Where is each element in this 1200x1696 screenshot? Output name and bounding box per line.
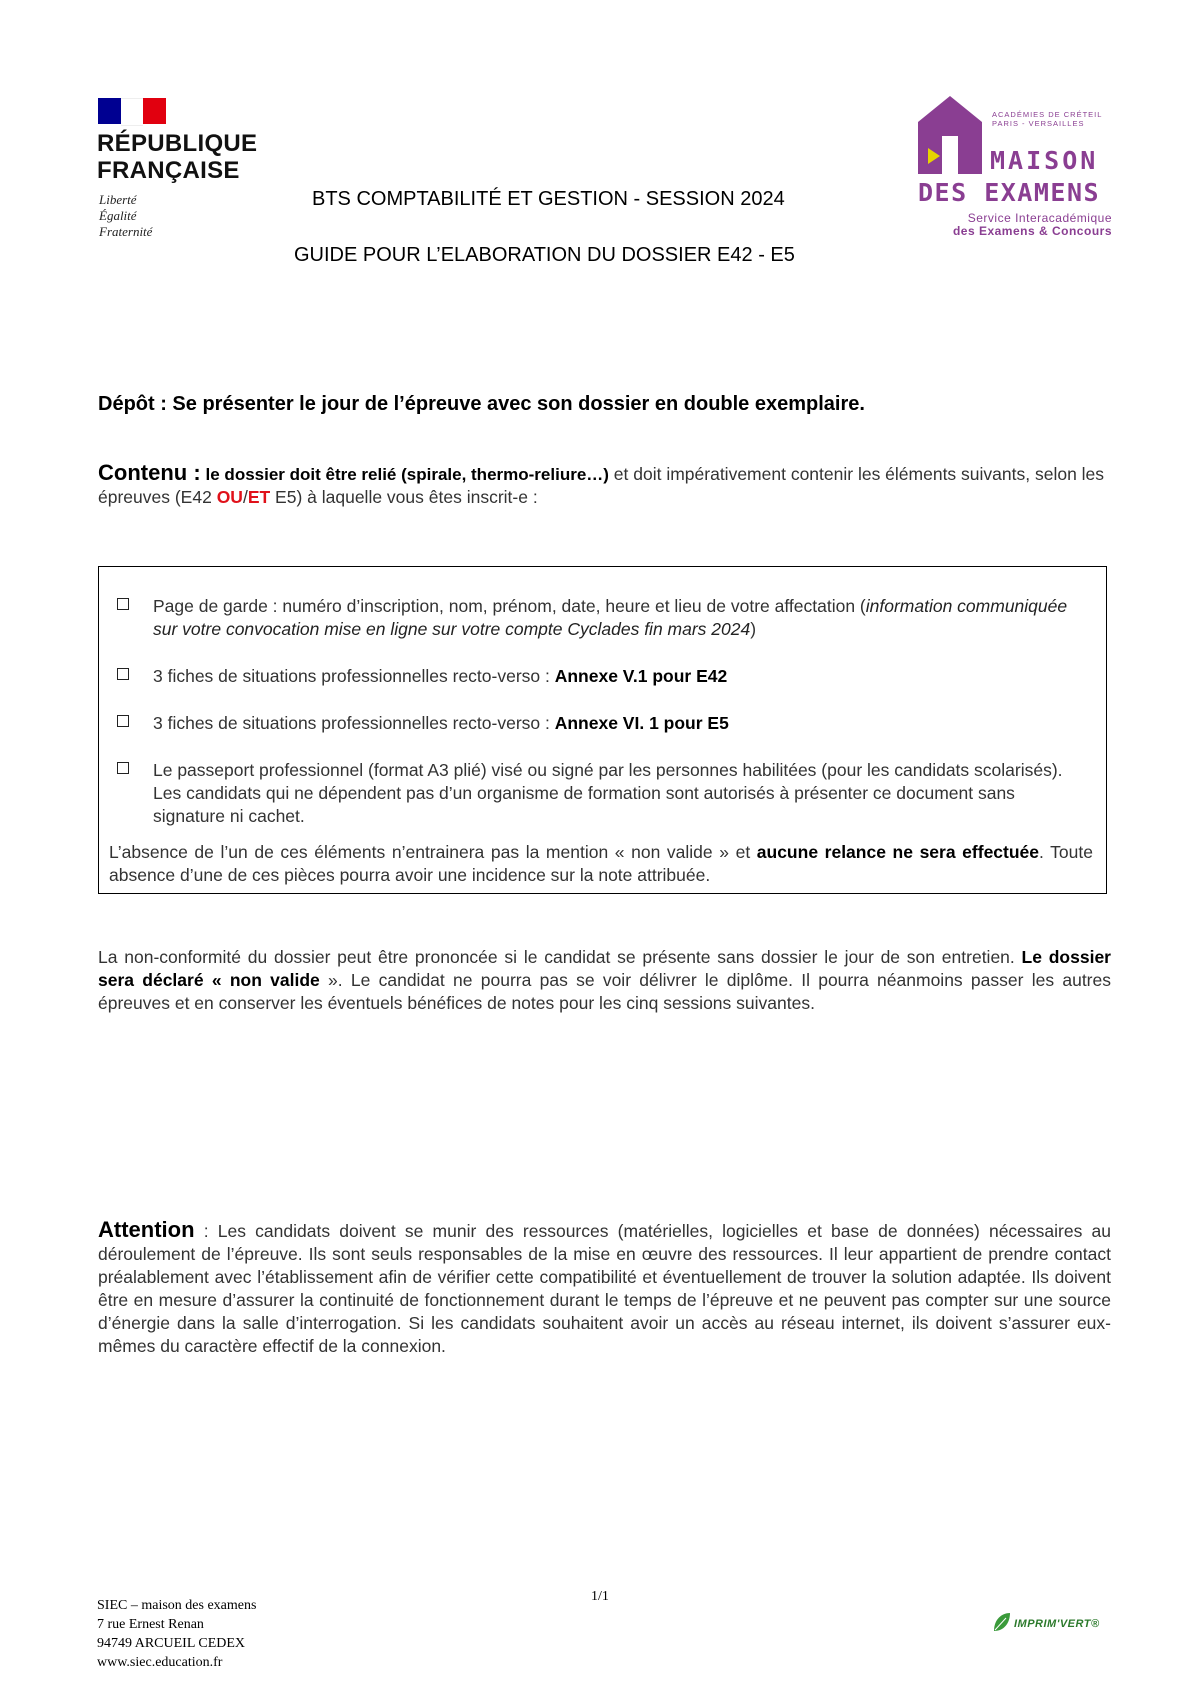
item-text: Page de garde : numéro d’inscription, nom, prénom, date, heure et lieu de votre affectation ( [153,596,866,616]
nc-text2: ». Le candidat ne pourra pas se voir délivrer le diplôme. Il pourra néanmoins passer les autres épreuves et en conserver les éventuels bénéfices de notes pour les cinq sessions suivantes. [98,970,1111,1013]
item-bold: Annexe VI. 1 pour E5 [554,713,729,733]
document-subtitle: GUIDE POUR L’ELABORATION DU DOSSIER E42 - E5 [294,244,795,266]
footer-line1: SIEC – maison des examens [97,1598,257,1613]
checklist-box [98,566,1107,894]
mde-service [928,212,1112,238]
mde-service-line1: Service Interacadémique [967,211,1112,225]
rf-motto [99,192,152,240]
checkbox-icon[interactable] [117,762,129,774]
checklist-item-text [153,595,1077,641]
imprim-vert-logo: IMPRIM'VERT® [1014,1618,1100,1630]
checklist-item-text: Le passeport professionnel (format A3 plié) visé ou signé par les personnes habilitées (pour les candidats scolarisés). Les candidats qui ne dépendent pas d’un organisme de formation sont autorisés à présenter ce document sans signature ni cachet. [153,760,1063,826]
maison-des-examens-logo-mark [918,96,982,174]
contenu-text2: E5) à laquelle vous êtes inscrit-e : [270,487,538,507]
footer-line3: 94749 ARCUEIL CEDEX [97,1636,246,1651]
item-text: 3 fiches de situations professionnelles recto-verso : [153,666,555,686]
mde-acad-line1: ACADÉMIES DE CRÉTEIL [992,110,1103,119]
note-text2: . Toute absence d’une de ces pièces pourra avoir une incidence sur la note attribuée. [109,842,1093,885]
flag-blue [98,98,121,124]
page-number: 1/1 [591,1589,609,1604]
contenu-label: Contenu : [98,460,201,485]
checkbox-icon[interactable] [117,715,129,727]
checklist-item-text [153,665,1077,688]
rf-motto-line3: Fraternité [99,224,153,239]
checklist-item-passeport [117,759,1077,828]
item-end: ) [750,619,757,639]
contenu-slash: / [242,487,248,507]
note-text1: L’absence de l’un de ces éléments n’entrainera pas la mention « non valide » et [109,842,757,862]
contenu-et: ET [247,487,271,507]
depot-instruction: Dépôt : Se présenter le jour de l’épreuve avec son dossier en double exemplaire. [98,393,865,415]
item-italic: information communiquée sur votre convocation mise en ligne sur votre compte Cyclades fin mars 2024 [153,596,1068,639]
checklist-item-annexe-v1 [117,665,1077,688]
contenu-text1: et doit impérativement contenir les éléments suivants, selon les épreuves (E42 [98,464,1105,507]
mde-service-line2: des Examens & Concours [952,224,1112,238]
mde-acad-line2: PARIS - VERSAILLES [992,119,1085,128]
mde-title-line1: MAISON [990,146,1099,175]
checklist-item-page-de-garde [117,595,1077,641]
rf-name-line1: RÉPUBLIQUE [97,130,258,157]
checkbox-icon[interactable] [117,598,129,610]
checklist-note [109,841,1093,887]
nc-bold: Le dossier sera déclaré « non valide [98,947,1111,990]
footer-website-link[interactable]: www.siec.education.fr [97,1655,223,1670]
checklist-item-annexe-vi1 [117,712,1077,735]
document-title: BTS COMPTABILITÉ ET GESTION - SESSION 2024 [312,188,785,210]
contenu-bold: le dossier doit être relié (spirale, thermo-reliure…) [205,465,609,484]
note-bold: aucune relance ne sera effectuée [756,842,1040,862]
flag-red [143,98,166,124]
rf-motto-line2: Égalité [99,208,137,223]
attention-text: : Les candidats doivent se munir des ressources (matérielles, logicielles et base de données) nécessaires au déroulement de l’épreuve. Ils sont seuls responsables de la mise en œuvre des ressources. Il leur appartient de prendre contact préalablement avec l’établissement afin de vérifier cette compatibilité et éventuellement de trouver la solution adaptée. Ils doivent être en mesure d’assurer la continuité de fonctionnement durant le temps de l’épreuve et ne peuvent pas compter sur une source d’énergie dans la salle d’interrogation. Si les candidats souhaitent avoir un accès au réseau internet, ils doivent s’assurer eux-mêmes du caractère effectif de la connexion. [98,1221,1111,1356]
contenu-paragraph [98,461,1111,509]
footer-line2: 7 rue Ernest Renan [97,1617,204,1632]
mde-title-line2: DES EXAMENS [918,178,1101,207]
attention-label: Attention [98,1217,195,1242]
mde-academies [992,110,1102,128]
nc-text1: La non-conformité du dossier peut être prononcée si le candidat se présente sans dossier le jour de son entretien. [98,947,1022,967]
rf-logo-name [97,130,257,184]
leaf-icon [992,1611,1012,1633]
contenu-ou: OU [216,487,243,507]
item-bold: Annexe V.1 pour E42 [554,666,728,686]
rf-motto-line1: Liberté [99,192,137,207]
footer-address [97,1596,256,1672]
item-text: 3 fiches de situations professionnelles recto-verso : [153,713,555,733]
rf-name-line2: FRANÇAISE [97,157,240,184]
flag-white [121,98,143,126]
rf-flag-logo [98,98,166,124]
attention-paragraph [98,1218,1111,1358]
checklist-item-text [153,712,1077,735]
checkbox-icon[interactable] [117,668,129,680]
non-conformite-paragraph [98,946,1111,1015]
